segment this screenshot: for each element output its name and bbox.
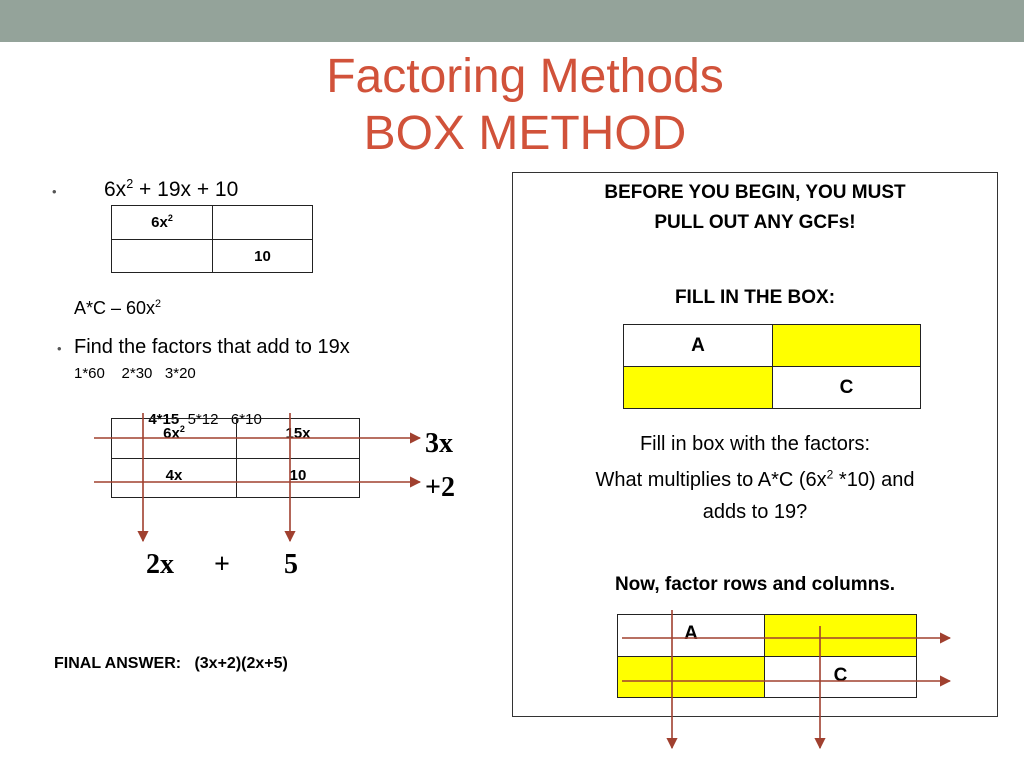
final-answer-value: (3x+2)(2x+5) (194, 655, 288, 672)
box3-a-cell: A (624, 325, 773, 367)
expression-base: 6x (104, 178, 127, 201)
box1-top-left: $6x^2$ (112, 206, 213, 240)
box2-bottom-left: 4x (112, 459, 237, 498)
fill-box-heading: FILL IN THE BOX: (674, 287, 836, 308)
slide-subtitle: BOX METHOD (363, 107, 687, 160)
fill-instruction-2: What multiplies to A*C ($6x^2$ *10) and (595, 467, 915, 491)
box3-c-cell: C (773, 367, 921, 409)
final-answer-label: FINAL ANSWER: (54, 655, 182, 672)
row-factor-1: 3x (425, 428, 453, 459)
column-factor-1: 2x (146, 549, 174, 580)
factor-pair-highlight: 4*15 (148, 411, 180, 428)
fill-instruction-3: adds to 19? (702, 501, 808, 523)
box2-bottom-right: 10 (237, 459, 360, 498)
expression-rest: + 19x + 10 (133, 178, 239, 201)
box4-a-cell: A (618, 615, 765, 657)
box1-bottom-right: 10 (213, 240, 313, 273)
ac-product: $A*C - 60x^2$ (74, 298, 162, 318)
factor-pairs-row-2: 4*15 5*12 6*10 (148, 411, 262, 428)
row-factor-2: +2 (425, 472, 455, 503)
fill-instruction-1: Fill in box with the factors: (639, 433, 871, 455)
factor-rows-columns-note: Now, factor rows and columns. (614, 574, 896, 595)
gcf-warning-line-1: BEFORE YOU BEGIN, YOU MUST (604, 182, 906, 203)
box4-c-cell: C (765, 657, 917, 698)
column-factor-2: 5 (284, 549, 298, 580)
box2-top-right: 15x (237, 419, 360, 459)
slide-title: Factoring Methods (326, 50, 724, 103)
factor-pairs-row-1: 1*60 2*30 3*20 (74, 365, 196, 382)
box2-top-left: $6x^2$ (112, 419, 237, 459)
bullet-mark-2: • (57, 341, 62, 356)
expression-exponent: 2 (126, 177, 134, 191)
gcf-warning-line-2: PULL OUT ANY GCFs! (654, 212, 856, 233)
find-factors-text: Find the factors that add to 19x (74, 336, 350, 358)
column-plus: + (214, 549, 230, 580)
bullet-mark: • (52, 184, 57, 199)
